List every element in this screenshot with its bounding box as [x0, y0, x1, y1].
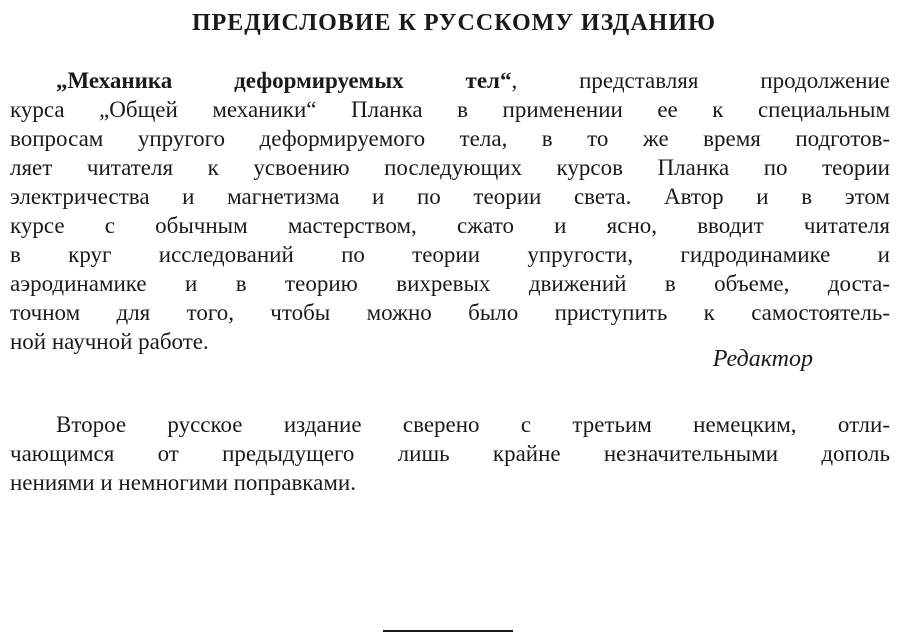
preface-line: курса „Общей механики“ Планка в применении ее к специальным — [10, 97, 890, 122]
preface-line: в круг исследований по теории упругости, гидродинамике и — [10, 242, 890, 267]
second-edition-line: чающимся от предыдущего лишь крайне незначительными дополь — [10, 441, 890, 466]
preface-line: курсе с обычным мастерством, сжато и ясно, вводит читателя — [10, 213, 890, 238]
preface-line: „Механика деформируемых тел“, представляя продолжение — [56, 68, 890, 93]
preface-line: электричества и магнетизма и по теории света. Автор и в этом — [10, 184, 890, 209]
preface-line: ляет читателя к усвоению последующих курсов Планка по теории — [10, 155, 890, 180]
preface-line: аэродинамике и в теорию вихревых движений в объеме, доста- — [10, 271, 890, 296]
preface-paragraph — [10, 66, 890, 356]
preface-line: точном для того, чтобы можно было приступить к самостоятель- — [10, 300, 890, 325]
preface-line: вопросам упругого деформируемого тела, в то же время подготов- — [10, 126, 890, 151]
second-edition-line: нениями и немногими поправками. — [10, 470, 356, 495]
book-title: „Механика деформируемых тел“ — [56, 68, 512, 93]
second-edition-paragraph — [10, 410, 890, 497]
editor-signature: Редактор — [712, 346, 813, 372]
bottom-rule — [383, 630, 513, 632]
second-edition-line: Второе русское издание сверено с третьим немецким, отли- — [56, 412, 890, 437]
page-heading: ПРЕДИСЛОВИЕ К РУССКОМУ ИЗДАНИЮ — [191, 10, 717, 36]
preface-line: ной научной работе. — [10, 329, 209, 354]
